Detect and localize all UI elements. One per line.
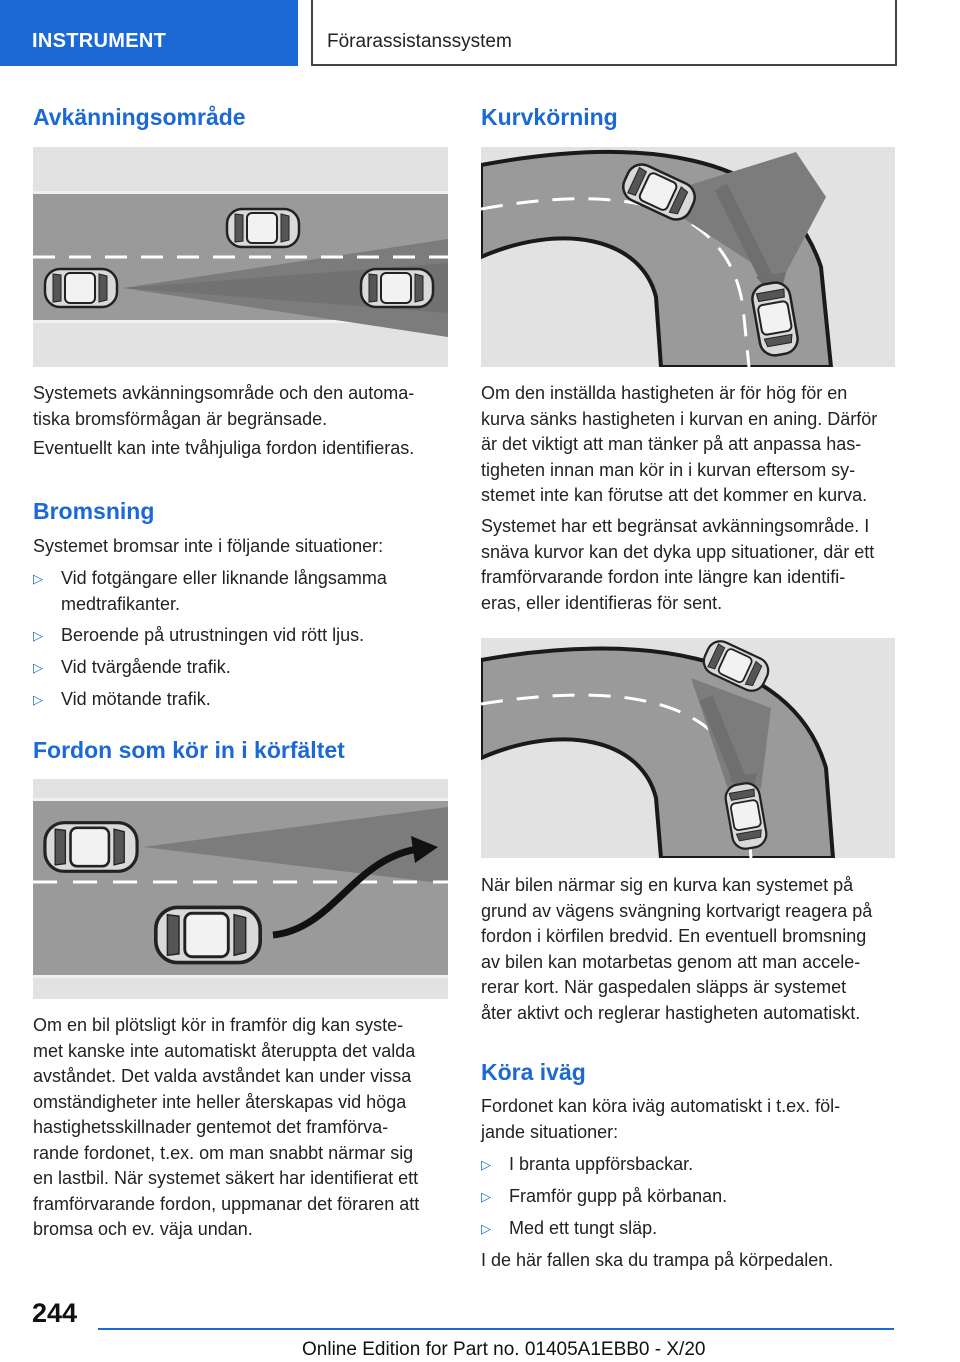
cutin-illustration xyxy=(33,779,448,999)
curve-text-2: Systemet har ett begränsat avkänningsområde. I snäva kurvor kan det dyka upp situationer, där ett framförvarande fordon inte längre kan identifi- eras, eller identifieras för sent. xyxy=(481,516,875,613)
brake-intro: Systemet bromsar inte i följande situationer: xyxy=(33,536,384,556)
triangle-right-icon: ▷ xyxy=(481,1157,491,1172)
drive-intro: Fordonet kan köra iväg automatiskt i t.ex. föl- jande situationer: xyxy=(481,1096,841,1142)
triangle-right-icon: ▷ xyxy=(481,1189,491,1204)
own-car-icon xyxy=(45,823,137,872)
chapter-header xyxy=(311,0,897,66)
triangle-right-icon: ▷ xyxy=(33,660,43,675)
range-illustration xyxy=(33,147,448,367)
section-tab[interactable] xyxy=(0,0,298,66)
cutting-car-icon xyxy=(156,907,260,962)
curve-illustration-1 xyxy=(481,147,895,367)
heading-cutin: Fordon som kör in i körfältet xyxy=(33,737,345,763)
curve-illustration-2 xyxy=(481,638,895,858)
car-far-icon xyxy=(361,269,433,307)
triangle-right-icon: ▷ xyxy=(481,1221,491,1236)
triangle-right-icon: ▷ xyxy=(33,692,43,707)
section-label: INSTRUMENT xyxy=(32,30,167,52)
range-text-2: Eventuellt kan inte tvåhjuliga fordon identifieras. xyxy=(33,438,415,458)
own-car-icon xyxy=(45,269,117,307)
car-ahead-icon xyxy=(227,209,299,247)
triangle-right-icon: ▷ xyxy=(33,628,43,643)
cutin-text: Om en bil plötsligt kör in framför dig kan syste- met kanske inte automatiskt återuppta det valda avståndet. Det valda avståndet kan under vissa omständigheter inte heller återskapas vid höga hastighetsskillnader gentemot det framförva- rande fordonet, t.ex. om man snabbt närmar sig en lastbil. När systemet säkert har identifierat ett framförvarande fordon, uppmanar det föraren att bromsa och ev. väja undan. xyxy=(33,1015,420,1239)
heading-curve: Kurvkörning xyxy=(481,104,618,130)
drive-outro: I de här fallen ska du trampa på körpedalen. xyxy=(481,1250,834,1270)
chapter-title: Förarassistanssystem xyxy=(327,31,512,52)
triangle-right-icon: ▷ xyxy=(33,571,43,586)
heading-brake: Bromsning xyxy=(33,498,155,524)
heading-drive: Köra iväg xyxy=(481,1059,586,1085)
edition-footer: Online Edition for Part no. 01405A1EBB0 - X/20 xyxy=(302,1339,706,1360)
footer-divider xyxy=(98,1328,894,1330)
page-number: 244 xyxy=(32,1298,78,1328)
range-text: Systemets avkänningsområde och den automa- tiska bromsförmågan är begränsade. xyxy=(33,383,415,429)
curve-text-1: Om den inställda hastigheten är för hög för en kurva sänks hastigheten i kurvan en aning. Därför är det viktigt att man tänker på att anpassa has- tigheten innan man kör in i kurvan eftersom sy- stemet inte kan förutse att det kommer en kurva. xyxy=(481,383,878,505)
curve-text-3: När bilen närmar sig en kurva kan systemet på grund av vägens svängning kortvarigt reagera på fordon i körfilen bredvid. En eventuell bromsning av bilen kan motarbetas genom att man accele- rerar kort. När gaspedalen släpps är systemet åter aktivt och reglerar hastigheten automatiskt. xyxy=(481,875,873,1023)
heading-range: Avkänningsområde xyxy=(33,104,246,130)
